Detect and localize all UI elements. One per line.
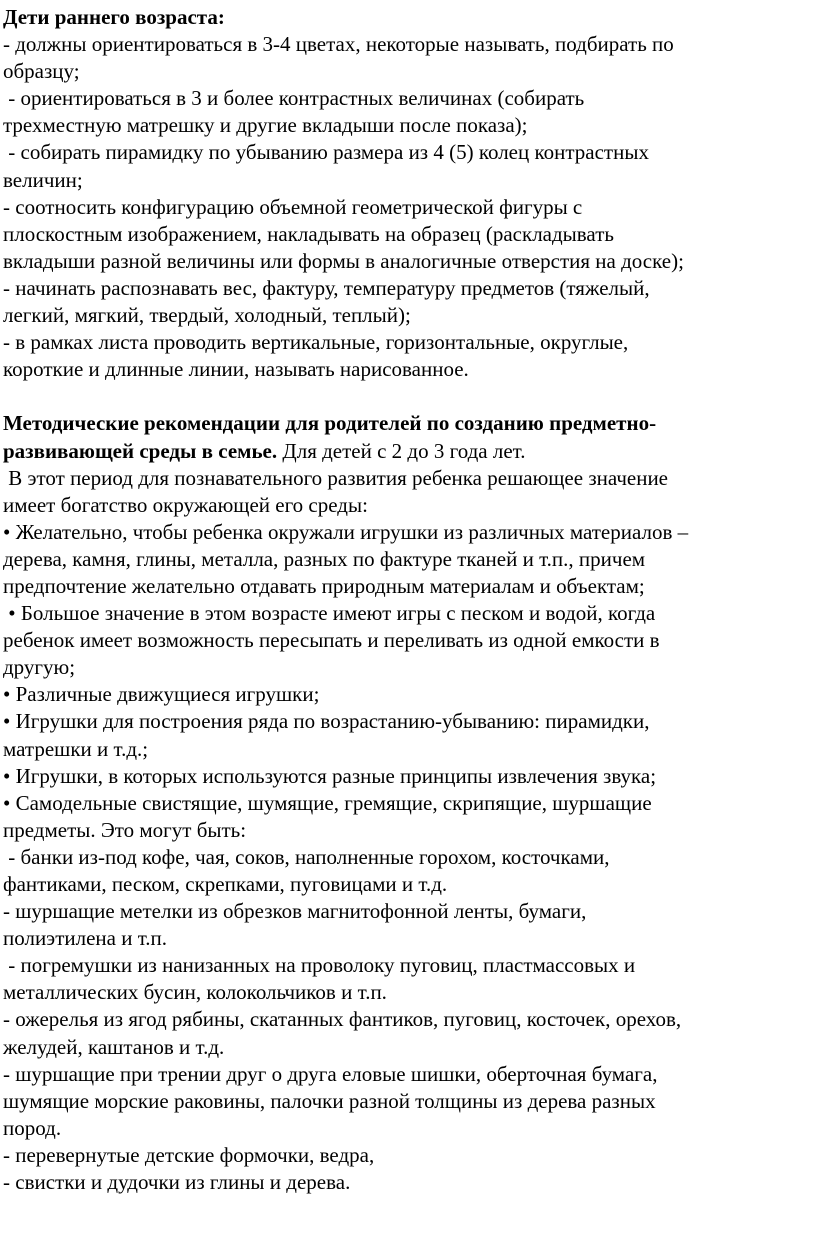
text-line: вкладыши разной величины или формы в аналогичные отверстия на доске); [3, 248, 684, 273]
text-line: - в рамках листа проводить вертикальные, горизонтальные, округлые, [3, 330, 629, 355]
text-line: трехместную матрешку и другие вкладыши после показа); [3, 113, 528, 138]
text-line: • Игрушки для построения ряда по возрастанию-убыванию: пирамидки, [3, 709, 650, 734]
text-line: - свистки и дудочки из глины и дерева. [3, 1170, 351, 1195]
text-line: полиэтилена и т.п. [3, 926, 168, 951]
text-line: плоскостным изображением, накладывать на образец (раскладывать [3, 221, 614, 246]
heading-bold-part: развивающей среды в семье. [3, 438, 278, 463]
section-heading-early-age: Дети раннего возраста: [3, 5, 225, 29]
text-line: величин; [3, 167, 83, 192]
text-line: предметы. Это могут быть: [3, 817, 247, 842]
text-line: имеет богатство окружающей его среды: [3, 492, 368, 517]
text-line: ребенок имеет возможность пересыпать и переливать из одной емкости в [3, 628, 660, 653]
text-line: предпочтение желательно отдавать природным материалам и объектам; [3, 573, 645, 598]
section-heading-recommendations-cont [3, 438, 802, 465]
text-line: - ожерелья из ягод рябины, скатанных фантиков, пуговиц, косточек, орехов, [3, 1007, 682, 1032]
text-line: короткие и длинные линии, называть нарисованное. [3, 357, 469, 382]
text-line: • Большое значение в этом возрасте имеют игры с песком и водой, когда [3, 601, 656, 626]
paragraph-spacer [3, 383, 802, 410]
text-line: образцу; [3, 59, 80, 84]
section-heading-recommendations: Методические рекомендации для родителей по созданию предметно- [3, 411, 657, 436]
text-line: - шуршащие при трении друг о друга еловые шишки, оберточная бумага, [3, 1061, 658, 1086]
text-line: другую; [3, 655, 76, 680]
text-line: желудей, каштанов и т.д. [3, 1034, 225, 1059]
text-line: • Самодельные свистящие, шумящие, гремящие, скрипящие, шуршащие [3, 790, 652, 815]
recommendations-list [3, 465, 802, 1197]
text-line: - банки из-под кофе, чая, соков, наполненные горохом, косточками, [3, 844, 610, 869]
text-line: - начинать распознавать вес, фактуру, температуру предметов (тяжелый, [3, 275, 650, 300]
text-line: пород. [3, 1115, 62, 1140]
text-line: - должны ориентироваться в 3-4 цветах, некоторые называть, подбирать по [3, 32, 674, 57]
early-age-list [3, 31, 802, 383]
text-line: - перевернутые детские формочки, ведра, [3, 1142, 375, 1167]
text-line: В этот период для познавательного развития ребенка решающее значение [3, 465, 669, 490]
text-line: дерева, камня, глины, металла, разных по фактуре тканей и т.п., причем [3, 546, 646, 571]
text-line: фантиками, песком, скрепками, пуговицами и т.д. [3, 872, 448, 896]
text-line: - ориентироваться в 3 и более контрастных величинах (собирать [3, 86, 585, 111]
heading-regular-part: Для детей с 2 до 3 года лет. [277, 438, 526, 463]
text-line: - погремушки из нанизанных на проволоку пуговиц, пластмассовых и [3, 953, 636, 978]
text-line: - соотносить конфигурацию объемной геометрической фигуры с [3, 194, 583, 219]
text-line: шумящие морские раковины, палочки разной толщины из дерева разных [3, 1088, 656, 1113]
text-line: - собирать пирамидку по убыванию размера из 4 (5) колец контрастных [3, 140, 649, 165]
text-line: металлических бусин, колокольчиков и т.п. [3, 980, 387, 1005]
text-line: - шуршащие метелки из обрезков магнитофонной ленты, бумаги, [3, 899, 587, 924]
text-line: легкий, мягкий, твердый, холодный, теплый); [3, 303, 411, 328]
text-line: • Желательно, чтобы ребенка окружали игрушки из различных материалов – [3, 519, 689, 544]
text-line: • Различные движущиеся игрушки; [3, 682, 320, 707]
text-line: матрешки и т.д.; [3, 736, 149, 761]
text-line: • Игрушки, в которых используются разные принципы извлечения звука; [3, 763, 657, 788]
